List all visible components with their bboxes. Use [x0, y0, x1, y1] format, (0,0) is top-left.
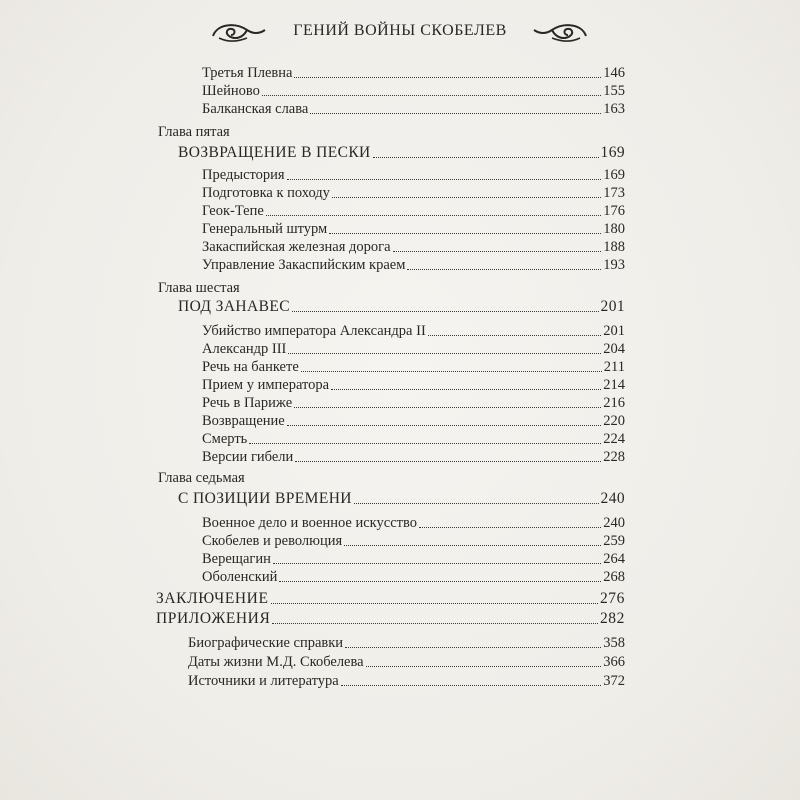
- toc-entry-title: Речь в Париже: [202, 395, 293, 411]
- toc-entry-title: Возвращение: [202, 413, 285, 429]
- leader-dots: [294, 407, 601, 408]
- toc-entry-title: Управление Закаспийским краем: [202, 257, 406, 273]
- leader-dots: [295, 461, 601, 462]
- toc-entry-page: 259: [603, 533, 625, 549]
- toc-entry[interactable]: [188, 670, 625, 690]
- toc-entry[interactable]: [202, 62, 625, 82]
- toc-entry-title: Александр III: [202, 341, 287, 357]
- leader-dots: [419, 527, 601, 528]
- toc-entry[interactable]: [202, 566, 625, 586]
- leader-dots: [271, 603, 598, 604]
- toc-entry-page: 224: [603, 431, 625, 447]
- leader-dots: [301, 371, 602, 372]
- toc-entry-title: Биографические справки: [188, 635, 344, 651]
- toc-entry-title: Балканская слава: [202, 101, 309, 117]
- toc-entry-page: 264: [603, 551, 625, 567]
- toc-entry-page: 201: [603, 323, 625, 339]
- toc-entry[interactable]: [202, 236, 625, 256]
- toc-entry-page: 173: [603, 185, 625, 201]
- toc-section-page: 240: [600, 490, 625, 507]
- toc-entry-page: 214: [603, 377, 625, 393]
- chapter-label: Глава пятая: [158, 124, 230, 140]
- leader-dots: [279, 581, 601, 582]
- toc-entry[interactable]: [202, 254, 625, 274]
- toc-entry-page: 211: [603, 359, 625, 375]
- leader-dots: [292, 311, 599, 312]
- toc-entry-page: 240: [603, 515, 625, 531]
- toc-entry[interactable]: [202, 80, 625, 100]
- toc-entry[interactable]: [188, 632, 625, 652]
- toc-section-title: ПОД ЗАНАВЕС: [178, 298, 290, 315]
- toc-section-page: 169: [600, 144, 625, 161]
- toc-section-title: С ПОЗИЦИИ ВРЕМЕНИ: [178, 490, 352, 507]
- leader-dots: [266, 215, 601, 216]
- leader-dots: [262, 95, 601, 96]
- toc-entry-title: Генеральный штурм: [202, 221, 328, 237]
- toc-entry[interactable]: [202, 410, 625, 430]
- toc-entry-page: 358: [603, 635, 625, 651]
- toc-entry-page: 228: [603, 449, 625, 465]
- toc-conclusion[interactable]: [156, 588, 625, 608]
- toc-entry[interactable]: [202, 182, 625, 202]
- toc-entry-page: 372: [603, 673, 625, 689]
- toc-section[interactable]: [178, 488, 625, 508]
- leader-dots: [345, 647, 601, 648]
- toc-entry-title: Убийство императора Александра II: [202, 323, 426, 339]
- toc-entry-page: 163: [603, 101, 625, 117]
- toc-section-title: ЗАКЛЮЧЕНИЕ: [156, 590, 269, 607]
- toc-entry-title: Военное дело и военное искусство: [202, 515, 417, 531]
- toc-entry-title: Шейново: [202, 83, 260, 99]
- toc-entry-title: Геок-Тепе: [202, 203, 264, 219]
- toc-entry-title: Источники и литература: [188, 673, 339, 689]
- toc-entry[interactable]: [202, 530, 625, 550]
- toc-entry[interactable]: [202, 512, 625, 532]
- toc-entry-title: Версии гибели: [202, 449, 294, 465]
- toc-entry-title: Даты жизни М.Д. Скобелева: [188, 654, 364, 670]
- leader-dots: [329, 233, 601, 234]
- toc-entry-page: 193: [603, 257, 625, 273]
- chapter-label: Глава седьмая: [158, 470, 245, 486]
- leader-dots: [272, 623, 598, 624]
- toc-entry-title: Смерть: [202, 431, 248, 447]
- toc-entry[interactable]: [202, 428, 625, 448]
- toc-entry[interactable]: [202, 338, 625, 358]
- toc-entry[interactable]: [202, 374, 625, 394]
- toc-entry-page: 176: [603, 203, 625, 219]
- leader-dots: [344, 545, 601, 546]
- toc-entry-title: Предыстория: [202, 167, 285, 183]
- toc-section-title: ВОЗВРАЩЕНИЕ В ПЕСКИ: [178, 144, 371, 161]
- leader-dots: [287, 179, 602, 180]
- toc-entry-page: 180: [603, 221, 625, 237]
- toc-section-page: 282: [599, 610, 625, 627]
- toc-section-title: ПРИЛОЖЕНИЯ: [156, 610, 271, 627]
- leader-dots: [366, 666, 602, 667]
- toc-entry-title: Третья Плевна: [202, 65, 293, 81]
- leader-dots: [273, 563, 601, 564]
- toc-section[interactable]: [178, 142, 625, 162]
- toc-entry-page: 169: [603, 167, 625, 183]
- header-title: ГЕНИЙ ВОЙНЫ СКОБЕЛЕВ: [293, 22, 507, 39]
- toc-entry-page: 146: [603, 65, 625, 81]
- leader-dots: [341, 685, 602, 686]
- toc-entry-title: Верещагин: [202, 551, 271, 567]
- toc-entry-page: 366: [603, 654, 625, 670]
- toc-entry-title: Прием у императора: [202, 377, 330, 393]
- toc-section[interactable]: [178, 296, 625, 316]
- leader-dots: [310, 113, 601, 114]
- toc-entry-page: 188: [603, 239, 625, 255]
- leader-dots: [287, 425, 602, 426]
- toc-entry[interactable]: [202, 164, 625, 184]
- chapter-label: Глава шестая: [158, 280, 240, 296]
- toc-entry-page: 268: [603, 569, 625, 585]
- toc-entry-page: 220: [603, 413, 625, 429]
- toc-entry-page: 204: [603, 341, 625, 357]
- toc-appendix[interactable]: [156, 608, 625, 628]
- leader-dots: [249, 443, 601, 444]
- leader-dots: [393, 251, 602, 252]
- toc-entry[interactable]: [202, 218, 625, 238]
- leader-dots: [332, 197, 601, 198]
- toc-entry[interactable]: [202, 446, 625, 466]
- toc-entry[interactable]: [202, 392, 625, 412]
- toc-section-page: 276: [599, 590, 625, 607]
- toc-entry-title: Подготовка к походу: [202, 185, 330, 201]
- leader-dots: [354, 503, 599, 504]
- toc-entry[interactable]: [202, 98, 625, 118]
- toc-entry-title: Скобелев и революция: [202, 533, 343, 549]
- toc-entry[interactable]: [202, 356, 625, 376]
- toc-entry-title: Оболенский: [202, 569, 278, 585]
- leader-dots: [428, 335, 601, 336]
- leader-dots: [331, 389, 601, 390]
- toc-entry-title: Речь на банкете: [202, 359, 299, 375]
- leader-dots: [373, 157, 599, 158]
- toc-entry[interactable]: [202, 320, 625, 340]
- leader-dots: [294, 77, 601, 78]
- leader-dots: [407, 269, 601, 270]
- toc-section-page: 201: [600, 298, 625, 315]
- toc-entry[interactable]: [188, 651, 625, 671]
- toc-entry-title: Закаспийская железная дорога: [202, 239, 391, 255]
- toc-entry[interactable]: [202, 200, 625, 220]
- toc-entry-page: 155: [603, 83, 625, 99]
- leader-dots: [288, 353, 601, 354]
- toc-entry-page: 216: [603, 395, 625, 411]
- toc-entry[interactable]: [202, 548, 625, 568]
